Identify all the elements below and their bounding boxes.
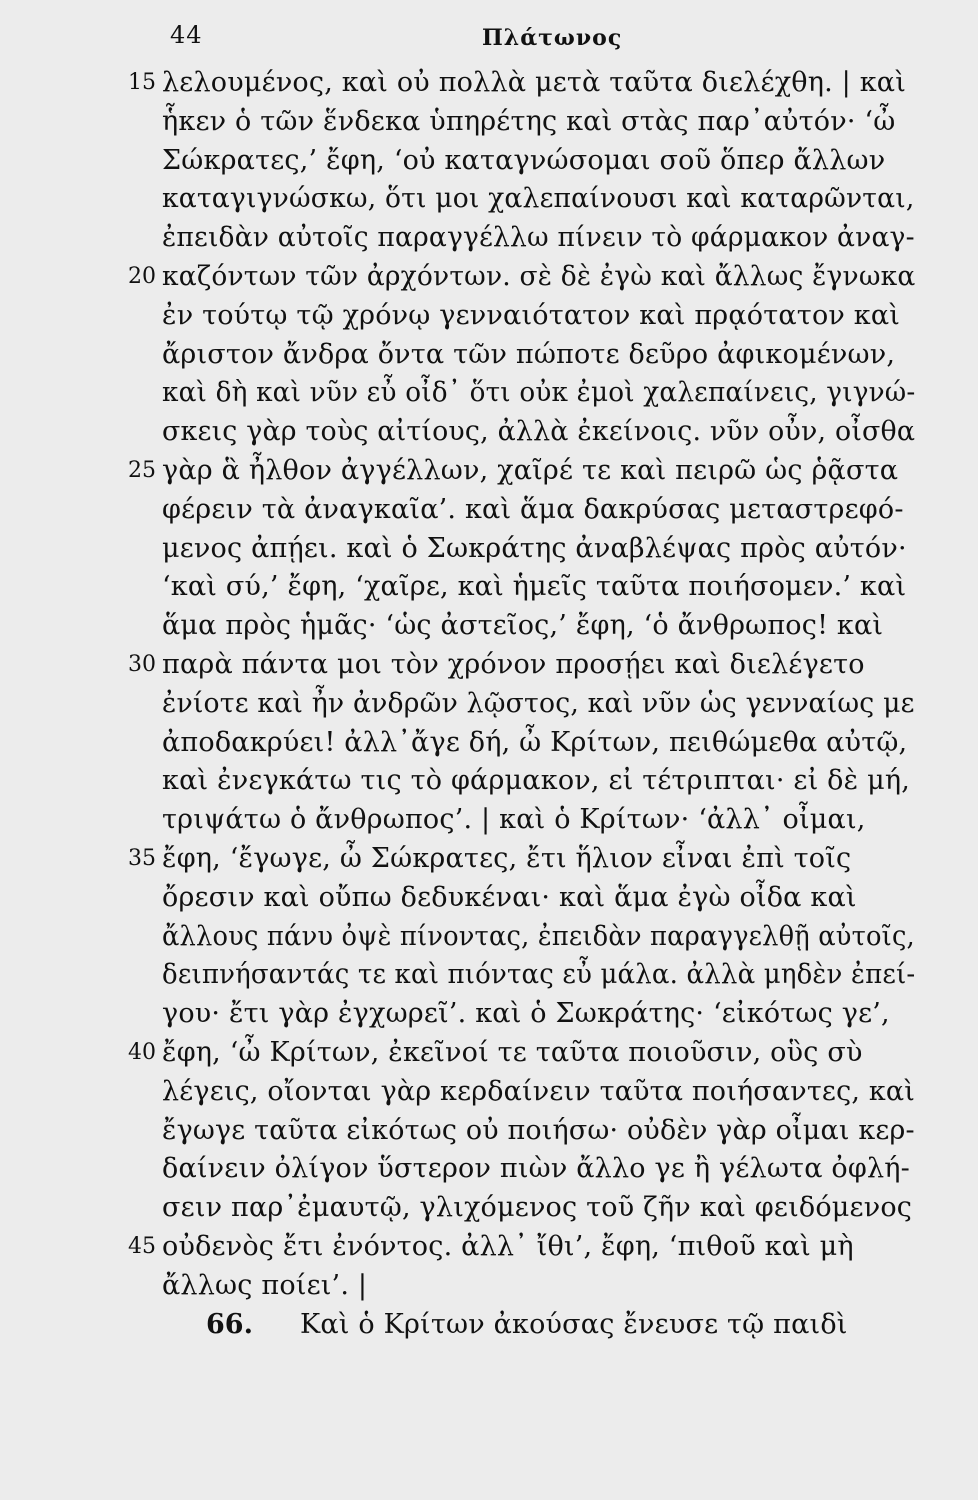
section-text: Καὶ ὁ Κρίτων ἀκούσας ἔνευσε τῷ παιδὶ [300, 1308, 848, 1340]
running-title: Πλάτωνος [482, 25, 623, 51]
text-line [0, 530, 978, 569]
text-line [0, 607, 978, 646]
line-text: καταγιγνώσκω, ὅτι μοι χαλεπαίνουσι καὶ καταρῶνται, [162, 183, 915, 215]
section-start-line [0, 1306, 978, 1345]
text-line [0, 956, 978, 995]
text-line [0, 142, 978, 181]
line-text: ἧκεν ὁ τῶν ἕνδεκα ὑπηρέτης καὶ στὰς παρ᾽αὐτόν· ‘ὦ [162, 105, 896, 137]
line-text: ἔφη, ‘ἔγωγε, ὦ Σώκρατες, ἔτι ἥλιον εἶναι ἐπὶ τοῖς [162, 842, 852, 874]
line-number: 40 [128, 1039, 156, 1065]
text-line [0, 1189, 978, 1228]
text-line [0, 801, 978, 840]
line-text: ἀποδακρύει! ἀλλ᾽ἄγε δή, ὦ Κρίτων, πειθώμεθα αὐτῷ, [162, 726, 908, 758]
line-text: ἄλλους πάνυ ὀψὲ πίνοντας, ἐπειδὰν παραγγελθῇ αὐτοῖς, [162, 920, 915, 952]
line-text: σειν παρ᾽ἐμαυτῷ, γλιχόμενος τοῦ ζῆν καὶ φειδόμενος [162, 1192, 913, 1224]
text-line [0, 762, 978, 801]
text-line [0, 568, 978, 607]
line-text: σκεις γὰρ τοὺς αἰτίους, ἀλλὰ ἐκείνοις. νῦν οὖν, οἶσθα [162, 416, 916, 448]
text-line [0, 1112, 978, 1151]
section-number: 66. [206, 1308, 253, 1340]
text-line [0, 413, 978, 452]
line-text: Σώκρατες,’ ἔφη, ‘οὐ καταγνώσομαι σοῦ ὅπερ ἄλλων [162, 144, 886, 176]
page-header [0, 20, 978, 60]
text-line [0, 258, 978, 297]
text-line [0, 918, 978, 957]
line-text: γου· ἔτι γὰρ ἐγχωρεῖ’. καὶ ὁ Σωκράτης· ‘εἰκότως γε’, [162, 998, 890, 1030]
text-line [0, 219, 978, 258]
line-text: δειπνήσαντάς τε καὶ πιόντας εὖ μάλα. ἀλλὰ μηδὲν ἐπεί- [162, 959, 916, 991]
text-line [0, 1228, 978, 1267]
line-number: 45 [128, 1233, 156, 1259]
text-line [0, 297, 978, 336]
line-number: 25 [128, 457, 156, 483]
text-line [0, 374, 978, 413]
line-number: 35 [128, 845, 156, 871]
page-number: 44 [170, 21, 203, 49]
text-line [0, 64, 978, 103]
line-text: καζόντων τῶν ἀρχόντων. σὲ δὲ ἐγὼ καὶ ἄλλως ἔγνωκα [162, 260, 916, 292]
text-line [0, 336, 978, 375]
line-text: μενος ἀπῄει. καὶ ὁ Σωκράτης ἀναβλέψας πρὸς αὐτόν· [162, 532, 907, 564]
line-text: ἐνίοτε καὶ ἦν ἀνδρῶν λῷστος, καὶ νῦν ὡς γενναίως με [162, 687, 915, 719]
text-line [0, 452, 978, 491]
text-line [0, 1267, 978, 1306]
line-text: καὶ ἐνεγκάτω τις τὸ φάρμακον, εἰ τέτριπται· εἰ δὲ μή, [162, 765, 910, 797]
text-line [0, 1150, 978, 1189]
line-text: ἐν τούτῳ τῷ χρόνῳ γενναιότατον καὶ πρᾳότατον καὶ [162, 299, 901, 331]
text-line [0, 840, 978, 879]
line-number: 30 [128, 651, 156, 677]
line-text: ἄλλως ποίει’. | [162, 1269, 368, 1301]
line-text: λελουμένος, καὶ οὐ πολλὰ μετὰ ταῦτα διελέχθη. | καὶ [162, 67, 907, 98]
text-line [0, 180, 978, 219]
line-text: ἔφη, ‘ὦ Κρίτων, ἐκεῖνοί τε ταῦτα ποιοῦσιν, οὓς σὺ [162, 1036, 863, 1068]
line-text: καὶ δὴ καὶ νῦν εὖ οἶδ᾽ ὅτι οὐκ ἐμοὶ χαλεπαίνεις, γιγνώ- [162, 377, 916, 409]
text-line [0, 491, 978, 530]
text-line [0, 1034, 978, 1073]
line-text: φέρειν τὰ ἀναγκαῖα’. καὶ ἅμα δακρύσας μεταστρεφό- [162, 493, 904, 525]
text-line [0, 685, 978, 724]
line-text: ἔγωγε ταῦτα εἰκότως οὐ ποιήσω· οὐδὲν γὰρ οἶμαι κερ- [162, 1114, 915, 1146]
text-line [0, 879, 978, 918]
line-text: λέγεις, οἴονται γὰρ κερδαίνειν ταῦτα ποιήσαντες, καὶ [162, 1075, 916, 1107]
main-text [0, 64, 978, 1344]
text-line [0, 1073, 978, 1112]
line-text: ἐπειδὰν αὐτοῖς παραγγέλλω πίνειν τὸ φάρμακον ἀναγ- [162, 222, 915, 254]
line-text: ‘καὶ σύ,’ ἔφη, ‘χαῖρε, καὶ ἡμεῖς ταῦτα ποιήσομεν.’ καὶ [162, 571, 907, 603]
line-text: ἄριστον ἄνδρα ὄντα τῶν πώποτε δεῦρο ἀφικομένων, [162, 338, 896, 370]
line-text: ὄρεσιν καὶ οὔπω δεδυκέναι· καὶ ἅμα ἐγὼ οἶδα καὶ [162, 881, 857, 913]
line-text: γὰρ ἃ ἦλθον ἀγγέλλων, χαῖρέ τε καὶ πειρῶ ὡς ῥᾷστα [162, 454, 899, 486]
line-number: 20 [128, 263, 156, 289]
line-text: τριψάτω ὁ ἄνθρωπος’. | καὶ ὁ Κρίτων· ‘ἀλλ᾽ οἶμαι, [162, 804, 866, 836]
line-number: 15 [128, 70, 156, 95]
line-text: ἅμα πρὸς ἡμᾶς· ‘ὡς ἀστεῖος,’ ἔφη, ‘ὁ ἄνθρωπος! καὶ [162, 610, 884, 642]
line-text: δαίνειν ὀλίγον ὕστερον πιὼν ἄλλο γε ἢ γέλωτα ὀφλή- [162, 1153, 910, 1185]
text-line [0, 646, 978, 685]
line-text: οὐδενὸς ἔτι ἐνόντος. ἀλλ᾽ ἴθι’, ἔφη, ‘πιθοῦ καὶ μὴ [162, 1230, 854, 1262]
text-line [0, 995, 978, 1034]
line-text: παρὰ πάντα μοι τὸν χρόνον προσῄει καὶ διελέγετο [162, 648, 865, 680]
text-line [0, 103, 978, 142]
text-line [0, 724, 978, 763]
